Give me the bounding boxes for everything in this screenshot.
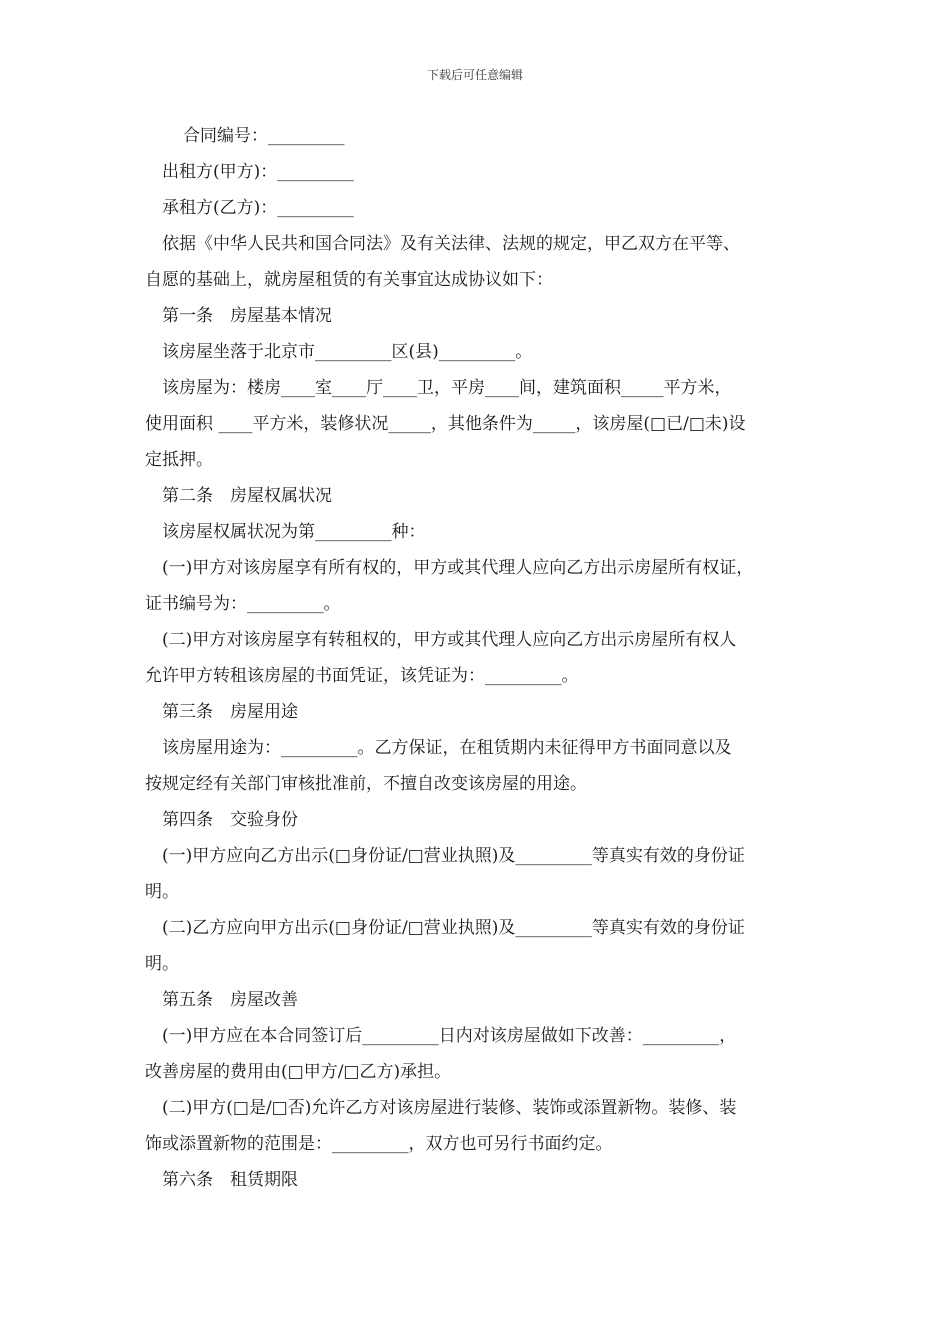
contract-line: 明。: [145, 954, 179, 974]
contract-line: 依据《中华人民共和国合同法》及有关法律、法规的规定，甲乙双方在平等、: [162, 234, 740, 254]
contract-line: 第六条 租赁期限: [162, 1170, 298, 1190]
contract-line: 第二条 房屋权属状况: [162, 486, 332, 506]
contract-line: 自愿的基础上，就房屋租赁的有关事宜达成协议如下：: [145, 270, 553, 290]
contract-line: 承租方(乙方)：_________: [162, 198, 354, 218]
contract-line: 按规定经有关部门审核批准前，不擅自改变该房屋的用途。: [145, 774, 587, 794]
contract-line: 定抵押。: [145, 450, 213, 470]
contract-line: 饰或添置新物的范围是：_________，双方也可另行书面约定。: [145, 1134, 613, 1154]
page-header-note: 下载后可任意编辑: [426, 68, 523, 82]
contract-line: 出租方(甲方)：_________: [162, 162, 354, 182]
contract-line: 允许甲方转租该房屋的书面凭证，该凭证为：_________。: [145, 666, 579, 686]
contract-line: 明。: [145, 882, 179, 902]
contract-line: 第五条 房屋改善: [162, 990, 298, 1010]
contract-line: (一)甲方对该房屋享有所有权的，甲方或其代理人应向乙方出示房屋所有权证，: [162, 558, 754, 578]
contract-line: 第三条 房屋用途: [162, 702, 298, 722]
contract-line: 证书编号为：_________。: [145, 594, 341, 614]
contract-body: [145, 118, 825, 1198]
contract-line: 第一条 房屋基本情况: [162, 306, 332, 326]
contract-line: 该房屋用途为：_________。乙方保证，在租赁期内未征得甲方书面同意以及: [162, 738, 732, 758]
contract-line: 第四条 交验身份: [162, 810, 298, 830]
contract-line: (二)甲方(□是/□否)允许乙方对该房屋进行装修、装饰或添置新物。装修、装: [162, 1098, 737, 1118]
contract-line: 合同编号：_________: [183, 126, 345, 146]
contract-line: (二)甲方对该房屋享有转租权的，甲方或其代理人应向乙方出示房屋所有权人: [162, 630, 737, 650]
contract-line: 使用面积 ____平方米，装修状况_____，其他条件为_____，该房屋(□已/□未)设: [145, 414, 746, 434]
contract-line: (一)甲方应在本合同签订后_________日内对该房屋做如下改善：_________，: [162, 1026, 737, 1046]
contract-line: 该房屋权属状况为第_________种：: [162, 522, 426, 542]
contract-line: (一)甲方应向乙方出示(□身份证/□营业执照)及_________等真实有效的身份证: [162, 846, 745, 866]
contract-line: (二)乙方应向甲方出示(□身份证/□营业执照)及_________等真实有效的身份证: [162, 918, 745, 938]
contract-line: 该房屋为：楼房____室____厅____卫，平房____间，建筑面积_____平方米，: [162, 378, 732, 398]
contract-line: 改善房屋的费用由(□甲方/□乙方)承担。: [145, 1062, 452, 1082]
contract-line: 该房屋坐落于北京市_________区(县)_________。: [162, 342, 533, 362]
